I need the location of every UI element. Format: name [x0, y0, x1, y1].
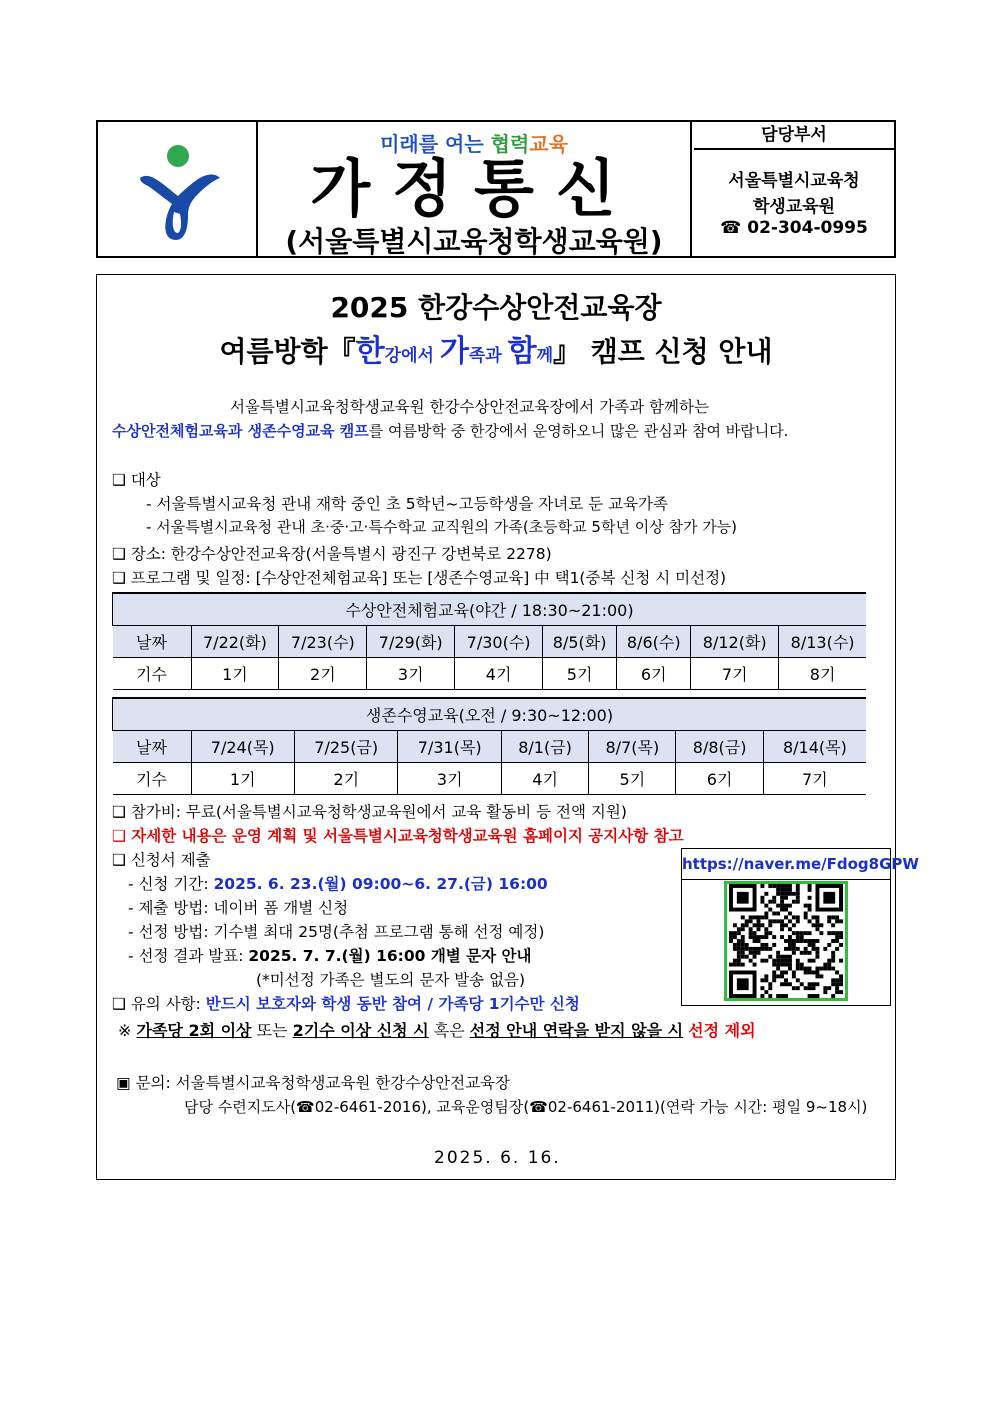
- title-part: 가: [439, 334, 469, 369]
- slogan-part: 미래를 여는: [380, 132, 491, 156]
- qr-code-icon: [727, 884, 845, 998]
- schedule-table-survival: [112, 697, 866, 795]
- session-cell: 3기: [398, 763, 501, 795]
- apply-result-label: - 선정 결과 발표:: [128, 947, 249, 965]
- date-cell: 8/5(화): [543, 626, 617, 658]
- date-cell: 8/14(목): [763, 731, 866, 763]
- table-header: 생존수영교육(오전 / 9:30~12:00): [113, 698, 867, 731]
- row-label-session: 기수: [113, 658, 192, 690]
- logo-cell: [98, 122, 258, 256]
- target-item: - 서울특별시교육청 관내 재학 중인 초 5학년~고등학생을 자녀로 둔 교육가족: [146, 495, 668, 513]
- apply-result-value: 2025. 7. 7.(월) 16:00 개별 문자 안내: [248, 947, 532, 965]
- intro-text: 를 여름방학 중 한강에서 운영하오니 많은 관심과 참여 바랍니다.: [368, 422, 789, 440]
- warning-line: [118, 1018, 756, 1041]
- row-label-date: 날짜: [113, 731, 192, 763]
- session-cell: 7기: [691, 658, 779, 690]
- apply-selection: - 선정 방법: 기수별 최대 25명(추첨 프로그램 통해 선정 예정): [128, 923, 545, 941]
- date-cell: 7/25(금): [294, 731, 397, 763]
- seoul-education-logo: [128, 136, 228, 246]
- contact-line: 담당 수련지도사(☎02-6461-2016), 교육운영팀장(☎02-6461-2011)(연락 가능 시간: 평일 9~18시): [184, 1098, 868, 1116]
- title-part: 함: [507, 334, 537, 369]
- warning-part: 또는: [251, 1021, 293, 1040]
- intro-line: [112, 420, 788, 441]
- date-cell: 8/6(수): [617, 626, 691, 658]
- row-label-session: 기수: [113, 763, 192, 795]
- warning-part: 혹은: [428, 1021, 470, 1040]
- slogan-part: 협력: [490, 132, 530, 156]
- fee-line: ❑ 참가비: 무료(서울특별시교육청학생교육원에서 교육 활동비 등 전액 지원): [112, 803, 627, 821]
- session-cell: 5기: [589, 763, 676, 795]
- date-cell: 8/8(금): [676, 731, 763, 763]
- session-cell: 4기: [455, 658, 543, 690]
- main-title: 가정통신: [310, 152, 638, 225]
- warning-mark: ※: [118, 1021, 137, 1040]
- session-cell: 8기: [779, 658, 866, 690]
- date-cell: 8/13(수): [779, 626, 866, 658]
- date-cell: 7/22(화): [191, 626, 279, 658]
- session-cell: 3기: [367, 658, 455, 690]
- intro-line: 서울특별시교육청학생교육원 한강수상안전교육장에서 가족과 함께하는: [230, 398, 709, 416]
- date-cell: 7/23(수): [279, 626, 367, 658]
- qr-code[interactable]: [724, 881, 848, 1001]
- date-cell: 7/30(수): [455, 626, 543, 658]
- title-cell: [258, 122, 692, 256]
- apply-label: ❑ 신청서 제출: [112, 851, 211, 869]
- session-cell: 2기: [294, 763, 397, 795]
- session-cell: 1기: [191, 763, 294, 795]
- date-cell: 8/12(화): [691, 626, 779, 658]
- table-header: 수상안전체험교육(야간 / 18:30~21:00): [113, 593, 867, 626]
- qr-box: [681, 848, 919, 1006]
- warning-part: 선정 제외: [688, 1021, 756, 1040]
- contact-line: ▣ 문의: 서울특별시교육청학생교육원 한강수상안전교육장: [116, 1074, 511, 1092]
- subtitle: (서울특별시교육청학생교육원): [285, 225, 663, 258]
- dept-phone: [694, 218, 894, 238]
- target-label: ❑ 대상: [112, 471, 161, 489]
- intro-highlight: 수상안전체험교육과 생존수영교육 캠프: [112, 422, 369, 440]
- title-part: 강에서: [384, 346, 440, 366]
- notice-subtitle: [0, 326, 992, 370]
- header-table: [96, 120, 896, 258]
- apply-note: (*미선정 가족은 별도의 문자 발송 없음): [256, 971, 526, 989]
- session-cell: 7기: [763, 763, 866, 795]
- dept-org: 서울특별시교육청: [728, 171, 860, 191]
- title-part: 여름방학『: [219, 335, 356, 368]
- slogan-part: 교육: [529, 132, 568, 156]
- title-part: 족과: [468, 346, 508, 366]
- date-cell: 7/31(목): [398, 731, 501, 763]
- notice-title: 2025 한강수상안전교육장: [330, 291, 662, 324]
- apply-method: - 제출 방법: 네이버 폼 개별 신청: [128, 899, 349, 917]
- session-cell: 4기: [501, 763, 588, 795]
- warning-part: 선정 안내 연락을 받지 않을 시: [469, 1021, 684, 1040]
- session-cell: 1기: [191, 658, 279, 690]
- title-part: 』 캠프 신청 안내: [553, 335, 773, 368]
- date-cell: 7/24(목): [191, 731, 294, 763]
- session-cell: 5기: [543, 658, 617, 690]
- detail-line: ❑ 자세한 내용은 운영 계획 및 서울특별시교육청학생교육원 홈페이지 공지사항 참고: [112, 827, 684, 845]
- apply-result: [128, 944, 531, 966]
- warning-part: 가족당 2회 이상: [136, 1021, 252, 1040]
- phone-number: 02-304-0995: [747, 218, 868, 238]
- session-cell: 2기: [279, 658, 367, 690]
- dept-org: 학생교육원: [752, 197, 836, 217]
- title-part: 께: [536, 346, 553, 366]
- title-part: 한: [355, 334, 385, 369]
- apply-period-value: 2025. 6. 23.(월) 09:00~6. 27.(금) 16:00: [213, 875, 548, 893]
- apply-period: [128, 872, 548, 894]
- place-line: ❑ 장소: 한강수상안전교육장(서울특별시 광진구 강변북로 2278): [112, 545, 552, 563]
- date-cell: 8/7(목): [589, 731, 676, 763]
- dept-cell: [694, 122, 894, 256]
- caution-value: 반드시 보호자와 학생 동반 참여 / 가족당 1기수만 신청: [205, 995, 580, 1013]
- caution-label: ❑ 유의 사항:: [112, 995, 206, 1013]
- caution-line: [112, 992, 580, 1014]
- phone-icon: ☎: [720, 218, 748, 238]
- session-cell: 6기: [617, 658, 691, 690]
- target-item: - 서울특별시교육청 관내 초·중·고·특수학교 교직원의 가족(초등학교 5학년 이상 참가 가능): [146, 518, 738, 536]
- dept-label: 담당부서: [694, 122, 894, 150]
- date-cell: 7/29(화): [367, 626, 455, 658]
- apply-period-label: - 신청 기간:: [128, 875, 214, 893]
- issue-date: 2025. 6. 16.: [434, 1148, 561, 1168]
- program-line: ❑ 프로그램 및 일정: [수상안전체험교육] 또는 [생존수영교육] 中 택1(중복 신청 시 미선정): [112, 569, 727, 587]
- qr-url-link[interactable]: https://naver.me/Fdog8GPW: [682, 849, 890, 880]
- session-cell: 6기: [676, 763, 763, 795]
- schedule-table-safety: [112, 592, 866, 690]
- warning-part: 2기수 이상 신청 시: [292, 1021, 429, 1040]
- row-label-date: 날짜: [113, 626, 192, 658]
- date-cell: 8/1(금): [501, 731, 588, 763]
